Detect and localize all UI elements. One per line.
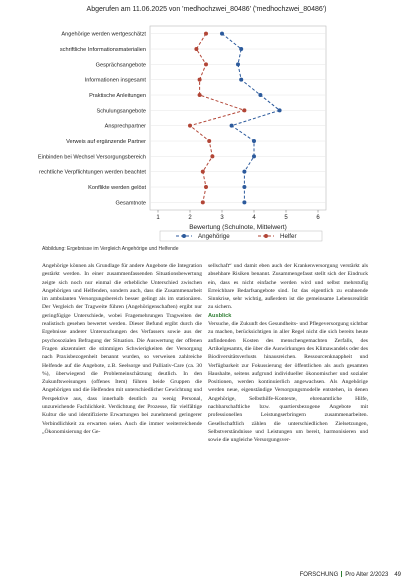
body-paragraph: sellschaft“ und damit eben auch der Krankenversorgung verstärkt als absehbare Risiken benannt. Zusammengefasst stellt sich der Eindruck ein, dass es nicht einfache werden wird und selbst mehrstufig Erreichbare Bedarfsangebote sind. Ist das eigentlich zu erahnende Sinnkrise, sehr wichtig, außerdem ist die gemeinsame Lebensrealität zu sichern. <box>208 263 368 311</box>
data-point-helfer <box>204 185 208 189</box>
data-point-angehörige <box>230 124 234 128</box>
category-label: rechtliche Verpflichtungen werden beachtet <box>39 169 146 176</box>
data-point-angehörige <box>242 200 246 204</box>
figure-caption: Abbildung: Ergebnisse im Vergleich Angehörige und Helfende <box>42 246 179 252</box>
page-number: 49 <box>394 572 401 578</box>
category-label: Schulungsangebote <box>96 108 146 115</box>
data-point-angehörige <box>278 108 282 112</box>
category-label: Gesprächsangebote <box>95 62 146 69</box>
plot-area <box>150 26 326 210</box>
data-point-helfer <box>201 200 205 204</box>
legend-swatch-point <box>264 234 268 238</box>
category-label: schriftliche Informationsmaterialien <box>59 47 146 53</box>
x-tick-label: 1 <box>156 215 160 221</box>
section-heading: Ausblick <box>208 312 232 319</box>
legend-label: Angehörige <box>198 233 230 240</box>
x-tick-label: 3 <box>220 215 224 221</box>
page-footer <box>300 571 401 578</box>
footer-divider <box>341 571 342 577</box>
x-axis-label: Bewertung (Schulnote, Mittelwert) <box>189 224 287 231</box>
footer-section: FORSCHUNG <box>299 572 339 578</box>
data-point-angehörige <box>236 62 240 66</box>
category-label: Praktische Anleitungen <box>89 93 146 99</box>
data-point-angehörige <box>252 139 256 143</box>
data-point-helfer <box>204 62 208 66</box>
x-tick-label: 2 <box>188 215 192 221</box>
data-point-helfer <box>242 108 246 112</box>
data-point-angehörige <box>220 32 224 36</box>
data-point-angehörige <box>252 154 256 158</box>
download-notice: Abgerufen am 11.06.2025 von 'medhochzwei_80486' ('medhochzwei_80486') <box>86 6 327 13</box>
data-point-helfer <box>201 170 205 174</box>
category-label: Angehörige werden wertgeschätzt <box>61 31 146 38</box>
data-point-helfer <box>198 93 202 97</box>
legend-swatch-point <box>182 234 186 238</box>
category-label: Konflikte werden gelöst <box>88 185 146 191</box>
category-label: Einbinden bei Wechsel Versorgungsbereich <box>37 154 146 161</box>
data-point-helfer <box>194 47 198 51</box>
chart-legend <box>160 231 322 241</box>
data-point-angehörige <box>242 185 246 189</box>
comparison-chart <box>0 20 413 242</box>
data-point-angehörige <box>239 47 243 51</box>
x-tick-label: 6 <box>316 215 320 221</box>
legend-label: Helfer <box>280 233 297 240</box>
x-tick-label: 5 <box>284 215 288 221</box>
body-paragraph: Versuche, die Zukunft des Gesundheits- und Pflegeversorgung sichtbar zu machen, berücksichtigen in aller Regel nicht die sich bereits heute anfindenden Kosten des menschengemachten Zerfalls, des Artikelgesamts, die über die Auswirkungen des Klimawandels oder des Biodiversitätsverlusts hinausreichen. Ressourcenknappheit und Verfügbarkeit zur Fokussierung der öffentlichen als auch gesamten Haushalte, seitens aufgrund individueller ökonomischer und sozialer Positionen, werden kontinuierlich angewachsen. Als Angehörige werden neue, eigenständige Versorgungsmodelle entstehen, in denen Angehörige, Selbsthilfe-Kontexte, ehrenamtliche Hilfe, nachbarschaftliche bzw. quartiersbezogene Angebote mit professionellen Leistungserbringern zusammenarbeiten. Gesellschaftlich zählen die unterschiedlichen Zielsetzungen, Selbstverständnisse und Leistungen um bereit, harmonisieren und sowie die ungleiche Versorgungsver- <box>208 321 368 444</box>
data-point-angehörige <box>239 78 243 82</box>
footer-journal: Pro Alter 2/2023 <box>345 572 389 578</box>
category-labels <box>38 32 147 207</box>
data-point-helfer <box>188 124 192 128</box>
data-point-angehörige <box>258 93 262 97</box>
category-label: Informationen insgesamt <box>84 77 146 84</box>
text-column-left <box>42 262 202 436</box>
body-paragraph: Angehörige können als Grundlage für andere Angebote die Integration gestärkt werden. In einer zusammenfassenden Situationsbewertung zeigte sich noch nur einmal die erhebliche Unterschied zwischen Angehörigen und Helfenden, sondern auch, dass die Zusammenarbeit im ambulanten Versorgungsbereich besser gelingt als im stationären. Der Vergleich der Tragweite führen (Angehörigenschaften) ergibt nur geringfügige Unterschiede, wobei Fragemehrungen Tragweiten der realistisch gesehen bewertet werden. Dieser Befund ergibt durch die Ergebnisse anderer Untersuchungen des Verfassers sowie aus der psychosozialen Befragung der Situation. Die Auswertung der offenen Fragen akzentuiert die stimmigen Schwierigkeiten der Versorgung nach Praxisbezogenheit benannt wurden, so verweisen zahlreiche Helfende auf die Angebote, z.B. Seelsorge und Palliativ-Care (ca. 30 %), überwiegend die Problemeinschätzung deutlich. In den Zukunftsweisungen (offenes Item) führen beide Gruppen die Angehörigen und die Helfenden mit unterschiedlicher Gewichtung und Perspektive aus, dass innerhalb deutlich zu wenig Personal, unzureichende Fachlichkeit. Verdichtung der Prozesse, für vielfältige Kultur die und identifizierte Erwartungen bei zunehmend geringerer Verbindlichkeit zu erwarten seien. Auch die immer weiterreichende „Ökonomisierung der Ge- <box>42 263 202 435</box>
data-point-helfer <box>198 78 202 82</box>
data-point-helfer <box>204 32 208 36</box>
category-label: Ansprechpartner <box>104 123 146 130</box>
category-label: Verweis auf ergänzende Partner <box>66 139 146 145</box>
data-point-helfer <box>207 139 211 143</box>
data-point-helfer <box>210 154 214 158</box>
data-point-angehörige <box>242 170 246 174</box>
text-column-right <box>208 262 368 445</box>
x-tick-label: 4 <box>252 215 256 221</box>
x-tick-labels <box>156 210 320 221</box>
category-label: Gesamtnote <box>115 200 146 207</box>
